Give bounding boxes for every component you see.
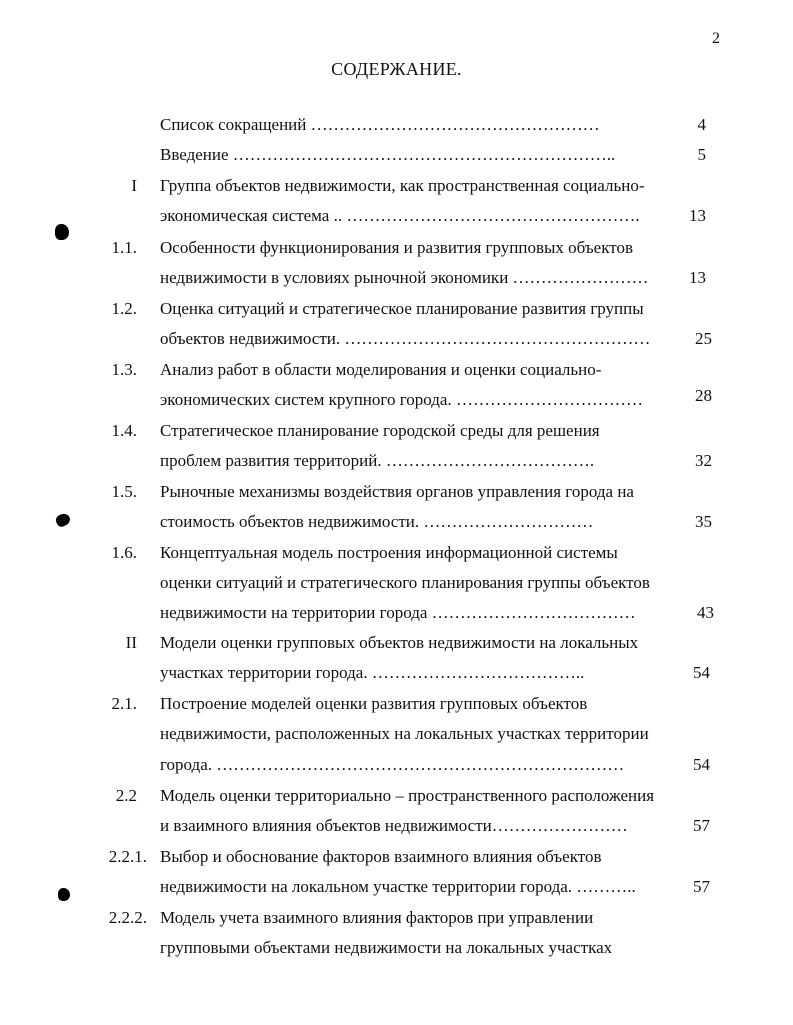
toc-entry-page: 54 xyxy=(693,755,710,774)
toc-entry-page: 32 xyxy=(695,451,712,470)
toc-entry-text: Группа объектов недвижимости, как пространственная социально- xyxy=(160,176,645,195)
toc-entry-text: недвижимости в условиях рыночной экономики …………………… xyxy=(160,268,649,287)
toc-entry-number: 1.4. xyxy=(111,421,137,440)
toc-entry-text: Рыночные механизмы воздействия органов управления города на xyxy=(160,482,634,501)
toc-entry-text: и взаимного влияния объектов недвижимости…………………… xyxy=(160,816,628,835)
toc-entry-text: Анализ работ в области моделирования и оценки социально- xyxy=(160,360,602,379)
toc-entry-text: проблем развития территорий. ………………………………. xyxy=(160,451,595,470)
toc-entry-text: экономическая система .. ……………………………………………. xyxy=(160,206,640,225)
toc-entry-text: Список сокращений …………………………………………… xyxy=(160,115,600,134)
toc-entry-text: стоимость объектов недвижимости. ………………………… xyxy=(160,512,594,531)
toc-entry-text: объектов недвижимости. ……………………………………………… xyxy=(160,329,651,348)
toc-entry-number: 1.2. xyxy=(111,299,137,318)
toc-entry-page: 57 xyxy=(693,816,710,835)
toc-entry-text: участках территории города. ……………………………….. xyxy=(160,663,585,682)
toc-entry-number: 2.2 xyxy=(115,786,137,805)
toc-entry-page: 13 xyxy=(689,206,706,225)
toc-entry-page: 54 xyxy=(693,663,710,682)
toc-entry-text: Построение моделей оценки развития групповых объектов xyxy=(160,694,588,713)
toc-entry-text: Концептуальная модель построения информационной системы xyxy=(160,543,618,562)
toc-entry-text: недвижимости на локальном участке территории города. ……….. xyxy=(160,877,636,896)
toc-entry-text: Введение ………………………………………………………….. xyxy=(160,145,616,164)
ink-blot xyxy=(58,888,70,901)
toc-entry-number: 1.1. xyxy=(111,238,137,257)
toc-entry-text: Модель учета взаимного влияния факторов при управлении xyxy=(160,908,594,927)
toc-entry-text: Модель оценки территориально – пространственного расположения xyxy=(160,786,655,805)
toc-entry-text: Модели оценки групповых объектов недвижимости на локальных xyxy=(160,633,639,652)
toc-entry-text: недвижимости, расположенных на локальных участках территории xyxy=(160,724,649,743)
toc-entry-page: 43 xyxy=(697,603,714,622)
toc-entry-page: 13 xyxy=(689,268,706,287)
page-number: 2 xyxy=(712,30,720,47)
toc-entry-page: 28 xyxy=(695,386,712,405)
toc-entry-number: I xyxy=(131,176,137,195)
page-title: СОДЕРЖАНИЕ. xyxy=(331,59,462,79)
toc-entry-text: оценки ситуаций и стратегического планирования группы объектов xyxy=(160,573,650,592)
toc-entry-text: Особенности функционирования и развития групповых объектов xyxy=(160,238,633,257)
toc-entry-number: 2.2.1. xyxy=(108,847,147,866)
toc-entry-text: города. ……………………………………………………………… xyxy=(160,755,625,774)
toc-entry-number: 2.1. xyxy=(111,694,137,713)
toc-entry-text: Оценка ситуаций и стратегическое планирование развития группы xyxy=(160,299,644,318)
toc-entry-number: II xyxy=(125,633,137,652)
toc-entry-number: 2.2.2. xyxy=(108,908,147,927)
toc-entry-text: экономических систем крупного города. …………………………… xyxy=(160,390,643,409)
toc-entry-number: 1.5. xyxy=(111,482,137,501)
toc-entry-page: 25 xyxy=(695,329,712,348)
toc-entry-page: 35 xyxy=(695,512,712,531)
toc-entry-text: Выбор и обоснование факторов взаимного влияния объектов xyxy=(160,847,602,866)
toc-entry-number: 1.3. xyxy=(111,360,137,379)
toc-entry-page: 5 xyxy=(697,145,706,164)
toc-entry-text: недвижимости на территории города ……………………………… xyxy=(160,603,636,622)
toc-entry-number: 1.6. xyxy=(111,543,137,562)
toc-entry-text: групповыми объектами недвижимости на локальных участках xyxy=(160,938,613,957)
toc-entry-text: Стратегическое планирование городской среды для решения xyxy=(160,421,600,440)
toc-entry-page: 57 xyxy=(693,877,710,896)
ink-blot xyxy=(55,224,69,240)
toc-entry-page: 4 xyxy=(697,115,706,134)
